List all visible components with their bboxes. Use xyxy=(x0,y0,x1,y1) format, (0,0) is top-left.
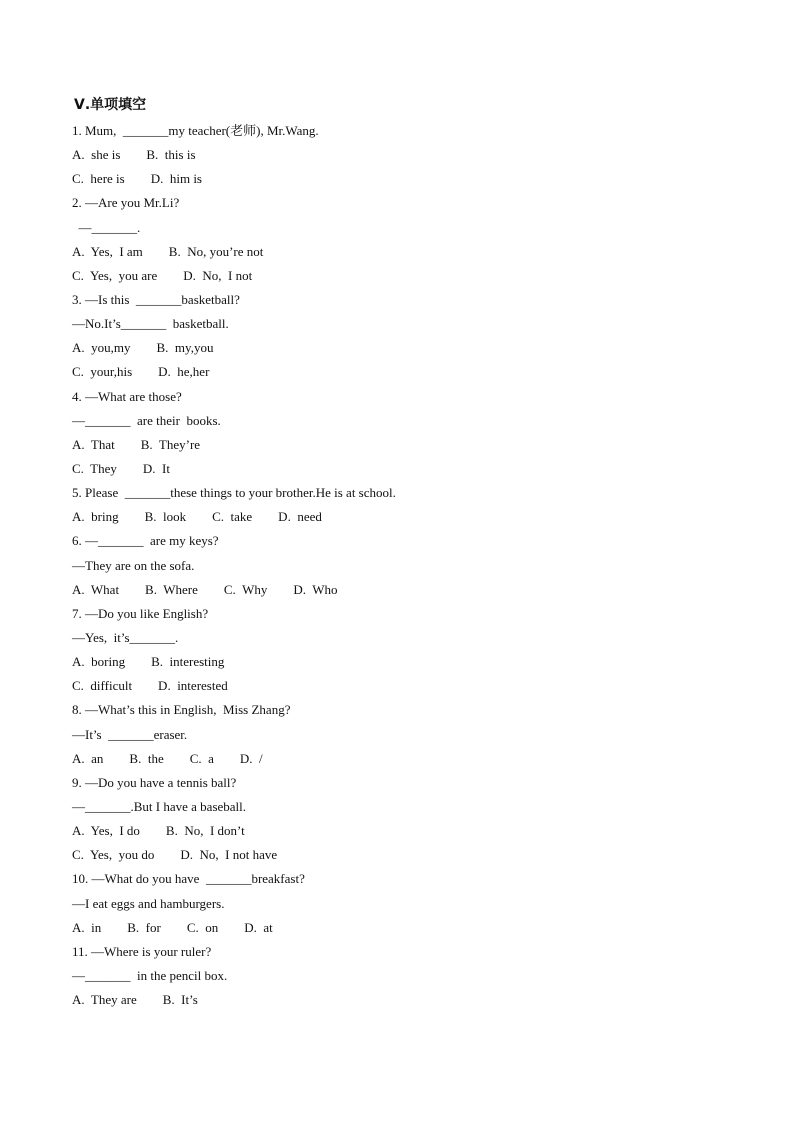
question-line: —_______.But I have a baseball. xyxy=(72,798,247,814)
section-title: Ⅴ.单项填空 xyxy=(74,97,147,113)
question-line: 3. —Is this _______basketball? xyxy=(72,291,240,307)
question-line: C. Yes, you do D. No, I not have xyxy=(72,847,278,863)
question-line: 10. —What do you have _______breakfast? xyxy=(72,871,305,887)
question-list xyxy=(72,121,752,1014)
question-line: C. Yes, you are D. No, I not xyxy=(72,267,253,283)
question-line: —_______ in the pencil box. xyxy=(72,967,228,983)
question-line: 8. —What’s this in English, Miss Zhang? xyxy=(72,702,291,718)
question-line: 2. —Are you Mr.Li? xyxy=(72,195,180,211)
question-line: A. That B. They’re xyxy=(72,436,201,452)
question-line: 5. Please _______these things to your brother.He is at school. xyxy=(72,485,396,501)
question-line: —Yes, it’s_______. xyxy=(72,629,179,645)
question-line: 6. —_______ are my keys? xyxy=(72,533,219,549)
question-line: A. in B. for C. on D. at xyxy=(72,919,273,935)
question-line: A. Yes, I do B. No, I don’t xyxy=(72,823,245,839)
question-line: A. bring B. look C. take D. need xyxy=(72,509,322,525)
question-line: A. an B. the C. a D. / xyxy=(72,750,263,766)
question-line: —They are on the sofa. xyxy=(72,557,195,573)
question-line: —_______. xyxy=(72,219,141,235)
question-line: C. here is D. him is xyxy=(72,171,202,187)
question-line: C. They D. It xyxy=(72,460,170,476)
question-line: 11. —Where is your ruler? xyxy=(72,943,212,959)
question-line: A. she is B. this is xyxy=(72,147,196,163)
question-line: 7. —Do you like English? xyxy=(72,605,209,621)
question-line: 9. —Do you have a tennis ball? xyxy=(72,774,237,790)
question-line: A. Yes, I am B. No, you’re not xyxy=(72,243,264,259)
question-line: —_______ are their books. xyxy=(72,412,221,428)
question-line: A. They are B. It’s xyxy=(72,992,198,1008)
question-line: A. What B. Where C. Why D. Who xyxy=(72,581,338,597)
question-line: —I eat eggs and hamburgers. xyxy=(72,895,225,911)
question-line: 1. Mum, _______my teacher(老师), Mr.Wang. xyxy=(72,123,319,138)
question-line: 4. —What are those? xyxy=(72,388,182,404)
question-line: —It’s _______eraser. xyxy=(72,726,188,742)
question-line: A. boring B. interesting xyxy=(72,654,225,670)
question-line: A. you,my B. my,you xyxy=(72,340,214,356)
question-line: C. difficult D. interested xyxy=(72,678,228,694)
question-line: C. your,his D. he,her xyxy=(72,364,210,380)
question-line: —No.It’s_______ basketball. xyxy=(72,316,229,332)
